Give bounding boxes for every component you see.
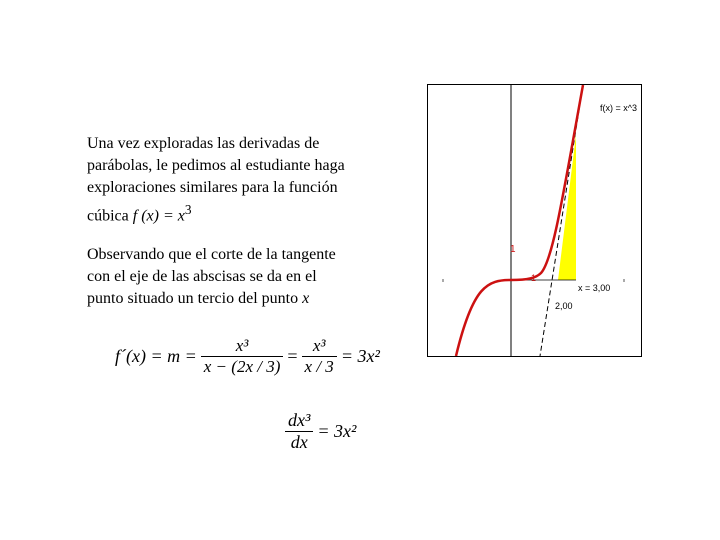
- cubic-curve: [456, 85, 583, 356]
- formula1-numerator-2: x³: [302, 336, 337, 357]
- derivative-formula: [115, 336, 395, 388]
- y-tick-label: 1: [510, 244, 516, 255]
- intro-paragraph: [87, 133, 387, 227]
- observation-x-variable: x: [302, 290, 310, 307]
- observation-line-3-prefix: punto situado un tercio del punto: [87, 290, 303, 307]
- formula2-rhs: = 3x²: [317, 421, 357, 441]
- observation-line-3: [87, 288, 387, 310]
- intercept-label: 2,00: [555, 301, 573, 311]
- differential-formula: [285, 410, 385, 466]
- x-point-label: x = 3,00: [578, 283, 611, 293]
- formula1-equals: =: [287, 346, 298, 366]
- formula1-denominator-1: x − (2x / 3): [203, 357, 281, 376]
- cubic-exponent: 3: [184, 202, 192, 217]
- observation-line-2: con el eje de las abscisas se da en el: [87, 268, 317, 285]
- function-label: f(x) = x^3: [600, 103, 637, 113]
- intro-line-2: parábolas, le pedimos al estudiante haga: [87, 157, 345, 174]
- formula1-denominator-2: x / 3: [304, 357, 334, 376]
- formula1-rhs: = 3x²: [340, 346, 380, 366]
- formula1-fraction-2: [302, 336, 337, 377]
- intro-line-4-prefix: cúbica: [87, 207, 133, 225]
- x-tick-label: 1: [531, 273, 537, 283]
- cubic-graph-svg: [428, 85, 641, 356]
- cubic-graph: [427, 84, 642, 357]
- observation-paragraph: [87, 244, 387, 310]
- intro-line-1: Una vez exploradas las derivadas de: [87, 135, 320, 152]
- formula2-numerator: dx³: [285, 410, 313, 432]
- formula1-numerator-1: x³: [201, 336, 284, 357]
- intro-line-3: exploraciones similares para la función: [87, 179, 338, 196]
- formula2-denominator: dx: [290, 432, 308, 452]
- formula2-fraction: [285, 410, 313, 453]
- formula1-lhs: f´(x) = m =: [115, 346, 197, 366]
- cubic-function-notation: f (x) = x: [132, 207, 185, 225]
- formula1-fraction-1: [201, 336, 284, 377]
- observation-line-1: Observando que el corte de la tangente: [87, 246, 336, 263]
- intro-line-4: [87, 199, 387, 227]
